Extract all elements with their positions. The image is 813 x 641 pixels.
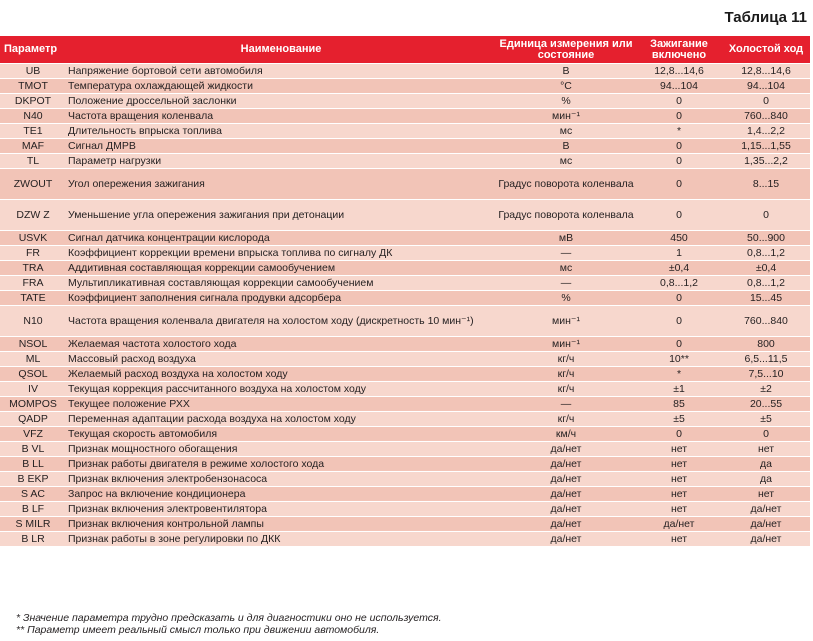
footnotes xyxy=(16,612,442,636)
table-row xyxy=(0,109,810,123)
cell-idle: 1,35...2,2 xyxy=(722,154,810,168)
header-param: Параметр xyxy=(0,36,66,63)
cell-idle: ±5 xyxy=(722,412,810,426)
cell-param: TL xyxy=(0,154,66,168)
cell-idle: 800 xyxy=(722,337,810,351)
cell-param: B VL xyxy=(0,442,66,456)
cell-unit: % xyxy=(496,94,636,108)
cell-ignition: ±0,4 xyxy=(636,261,722,275)
cell-unit: да/нет xyxy=(496,517,636,531)
cell-ignition: нет xyxy=(636,472,722,486)
cell-idle: 15...45 xyxy=(722,291,810,305)
header-name: Наименование xyxy=(66,36,496,63)
cell-param: DZW Z xyxy=(0,200,66,230)
table-row xyxy=(0,502,810,516)
table-row xyxy=(0,276,810,290)
cell-unit: да/нет xyxy=(496,457,636,471)
table-row xyxy=(0,352,810,366)
table-row xyxy=(0,397,810,411)
table-row xyxy=(0,200,810,230)
table-row xyxy=(0,382,810,396)
cell-idle: ±2 xyxy=(722,382,810,396)
table-row xyxy=(0,487,810,501)
cell-param: FR xyxy=(0,246,66,260)
cell-unit: мин⁻¹ xyxy=(496,337,636,351)
cell-unit: кг/ч xyxy=(496,412,636,426)
cell-ignition: 94...104 xyxy=(636,79,722,93)
cell-ignition: 0 xyxy=(636,109,722,123)
cell-idle: 6,5...11,5 xyxy=(722,352,810,366)
table-row xyxy=(0,154,810,168)
cell-param: ML xyxy=(0,352,66,366)
table-header-row xyxy=(0,36,810,63)
header-unit: Единица измерения или состояние xyxy=(496,36,636,63)
cell-name: Аддитивная составляющая коррекции самообучением xyxy=(66,261,496,275)
cell-unit: % xyxy=(496,291,636,305)
cell-idle: 760...840 xyxy=(722,306,810,336)
cell-ignition: 0 xyxy=(636,139,722,153)
cell-param: IV xyxy=(0,382,66,396)
cell-param: QSOL xyxy=(0,367,66,381)
cell-param: N40 xyxy=(0,109,66,123)
cell-ignition: 1 xyxy=(636,246,722,260)
cell-param: ZWOUT xyxy=(0,169,66,199)
table-row xyxy=(0,412,810,426)
cell-ignition: 12,8...14,6 xyxy=(636,64,722,78)
cell-name: Мультипликативная составляющая коррекции самообучением xyxy=(66,276,496,290)
table-row xyxy=(0,64,810,78)
cell-param: DKPOT xyxy=(0,94,66,108)
table-row xyxy=(0,261,810,275)
table-row xyxy=(0,472,810,486)
cell-idle: 20...55 xyxy=(722,397,810,411)
cell-unit: Градус поворота коленвала xyxy=(496,200,636,230)
table-row xyxy=(0,367,810,381)
cell-param: TATE xyxy=(0,291,66,305)
cell-ignition: 0 xyxy=(636,291,722,305)
cell-param: UB xyxy=(0,64,66,78)
cell-idle: да/нет xyxy=(722,532,810,546)
table-row xyxy=(0,291,810,305)
cell-unit: мс xyxy=(496,261,636,275)
cell-idle: 8...15 xyxy=(722,169,810,199)
footnote-1: * Значение параметра трудно предсказать и для диагностики оно не используется. xyxy=(16,612,442,624)
cell-ignition: ±1 xyxy=(636,382,722,396)
cell-unit: — xyxy=(496,397,636,411)
cell-name: Желаемый расход воздуха на холостом ходу xyxy=(66,367,496,381)
cell-param: TRA xyxy=(0,261,66,275)
cell-name: Положение дроссельной заслонки xyxy=(66,94,496,108)
cell-name: Коэффициент заполнения сигнала продувки адсорбера xyxy=(66,291,496,305)
cell-idle: 1,4...2,2 xyxy=(722,124,810,138)
cell-name: Сигнал ДМРВ xyxy=(66,139,496,153)
cell-name: Признак мощностного обогащения xyxy=(66,442,496,456)
cell-name: Температура охлаждающей жидкости xyxy=(66,79,496,93)
table-row xyxy=(0,246,810,260)
cell-param: TMOT xyxy=(0,79,66,93)
cell-param: TE1 xyxy=(0,124,66,138)
table-row xyxy=(0,442,810,456)
cell-idle: 1,15...1,55 xyxy=(722,139,810,153)
table-row xyxy=(0,124,810,138)
cell-unit: °C xyxy=(496,79,636,93)
cell-idle: 0 xyxy=(722,200,810,230)
cell-param: B LL xyxy=(0,457,66,471)
cell-idle: да/нет xyxy=(722,502,810,516)
cell-ignition: 0 xyxy=(636,427,722,441)
cell-ignition: нет xyxy=(636,532,722,546)
cell-ignition: 0 xyxy=(636,94,722,108)
cell-idle: 0,8...1,2 xyxy=(722,246,810,260)
cell-param: B LF xyxy=(0,502,66,516)
cell-name: Текущая коррекция рассчитанного воздуха на холостом ходу xyxy=(66,382,496,396)
table-row xyxy=(0,306,810,336)
cell-ignition: нет xyxy=(636,457,722,471)
cell-unit: мВ xyxy=(496,231,636,245)
cell-ignition: 0 xyxy=(636,200,722,230)
cell-unit: В xyxy=(496,64,636,78)
cell-param: S MILR xyxy=(0,517,66,531)
cell-idle: да/нет xyxy=(722,517,810,531)
table-row xyxy=(0,139,810,153)
cell-ignition: да/нет xyxy=(636,517,722,531)
cell-idle: 0 xyxy=(722,94,810,108)
cell-unit: да/нет xyxy=(496,532,636,546)
cell-name: Признак работы двигателя в режиме холостого хода xyxy=(66,457,496,471)
cell-idle: да xyxy=(722,457,810,471)
cell-name: Частота вращения коленвала xyxy=(66,109,496,123)
header-ignition: Зажигание включено xyxy=(636,36,722,63)
cell-unit: мин⁻¹ xyxy=(496,306,636,336)
cell-idle: 0,8...1,2 xyxy=(722,276,810,290)
cell-ignition: нет xyxy=(636,487,722,501)
cell-ignition: 10** xyxy=(636,352,722,366)
cell-idle: ±0,4 xyxy=(722,261,810,275)
cell-unit: да/нет xyxy=(496,472,636,486)
cell-unit: Градус поворота коленвала xyxy=(496,169,636,199)
table-body xyxy=(0,64,810,546)
cell-name: Признак включения электровентилятора xyxy=(66,502,496,516)
cell-unit: кг/ч xyxy=(496,367,636,381)
cell-idle: 760...840 xyxy=(722,109,810,123)
cell-idle: 50...900 xyxy=(722,231,810,245)
cell-param: N10 xyxy=(0,306,66,336)
cell-param: MAF xyxy=(0,139,66,153)
cell-name: Признак включения контрольной лампы xyxy=(66,517,496,531)
footnote-2: ** Параметр имеет реальный смысл только при движении автомобиля. xyxy=(16,624,380,636)
cell-idle: нет xyxy=(722,442,810,456)
table-row xyxy=(0,427,810,441)
cell-unit: мин⁻¹ xyxy=(496,109,636,123)
table-row xyxy=(0,169,810,199)
cell-name: Массовый расход воздуха xyxy=(66,352,496,366)
cell-param: B EKP xyxy=(0,472,66,486)
cell-ignition: ±5 xyxy=(636,412,722,426)
table-row xyxy=(0,532,810,546)
cell-param: B LR xyxy=(0,532,66,546)
cell-idle: да xyxy=(722,472,810,486)
table-row xyxy=(0,231,810,245)
table-row xyxy=(0,457,810,471)
cell-name: Угол опережения зажигания xyxy=(66,169,496,199)
cell-name: Признак работы в зоне регулировки по ДКК xyxy=(66,532,496,546)
cell-name: Текущее положение РХХ xyxy=(66,397,496,411)
cell-ignition: 0 xyxy=(636,169,722,199)
cell-ignition: нет xyxy=(636,442,722,456)
cell-unit: мс xyxy=(496,154,636,168)
cell-ignition: 0,8...1,2 xyxy=(636,276,722,290)
table-row xyxy=(0,337,810,351)
cell-ignition: 0 xyxy=(636,154,722,168)
cell-name: Переменная адаптации расхода воздуха на холостом ходу xyxy=(66,412,496,426)
cell-param: MOMPOS xyxy=(0,397,66,411)
cell-ignition: 0 xyxy=(636,306,722,336)
cell-unit: — xyxy=(496,276,636,290)
cell-name: Длительность впрыска топлива xyxy=(66,124,496,138)
cell-unit: мс xyxy=(496,124,636,138)
cell-param: QADP xyxy=(0,412,66,426)
cell-unit: да/нет xyxy=(496,487,636,501)
cell-idle: 94...104 xyxy=(722,79,810,93)
cell-name: Коэффициент коррекции времени впрыска топлива по сигналу ДК xyxy=(66,246,496,260)
table-row xyxy=(0,94,810,108)
cell-unit: кг/ч xyxy=(496,352,636,366)
cell-ignition: нет xyxy=(636,502,722,516)
cell-name: Частота вращения коленвала двигателя на холостом ходу (дискретность 10 мин⁻¹) xyxy=(66,306,496,336)
cell-name: Напряжение бортовой сети автомобиля xyxy=(66,64,496,78)
cell-name: Желаемая частота холостого хода xyxy=(66,337,496,351)
cell-ignition: 0 xyxy=(636,337,722,351)
table-row xyxy=(0,79,810,93)
cell-idle: 12,8...14,6 xyxy=(722,64,810,78)
cell-idle: 0 xyxy=(722,427,810,441)
cell-idle: 7,5...10 xyxy=(722,367,810,381)
parameters-table xyxy=(0,35,810,547)
cell-name: Сигнал датчика концентрации кислорода xyxy=(66,231,496,245)
cell-param: S AC xyxy=(0,487,66,501)
cell-param: FRA xyxy=(0,276,66,290)
cell-unit: да/нет xyxy=(496,442,636,456)
cell-unit: км/ч xyxy=(496,427,636,441)
cell-name: Признак включения электробензонасоса xyxy=(66,472,496,486)
header-idle: Холостой ход xyxy=(722,36,810,63)
cell-ignition: * xyxy=(636,124,722,138)
cell-unit: да/нет xyxy=(496,502,636,516)
cell-unit: кг/ч xyxy=(496,382,636,396)
cell-param: VFZ xyxy=(0,427,66,441)
cell-idle: нет xyxy=(722,487,810,501)
cell-unit: В xyxy=(496,139,636,153)
cell-ignition: * xyxy=(636,367,722,381)
cell-name: Текущая скорость автомобиля xyxy=(66,427,496,441)
cell-name: Запрос на включение кондиционера xyxy=(66,487,496,501)
table-caption: Таблица 11 xyxy=(724,9,807,26)
cell-param: NSOL xyxy=(0,337,66,351)
cell-param: USVK xyxy=(0,231,66,245)
cell-unit: — xyxy=(496,246,636,260)
table-row xyxy=(0,517,810,531)
cell-ignition: 85 xyxy=(636,397,722,411)
cell-name: Уменьшение угла опережения зажигания при детонации xyxy=(66,200,496,230)
cell-name: Параметр нагрузки xyxy=(66,154,496,168)
cell-ignition: 450 xyxy=(636,231,722,245)
